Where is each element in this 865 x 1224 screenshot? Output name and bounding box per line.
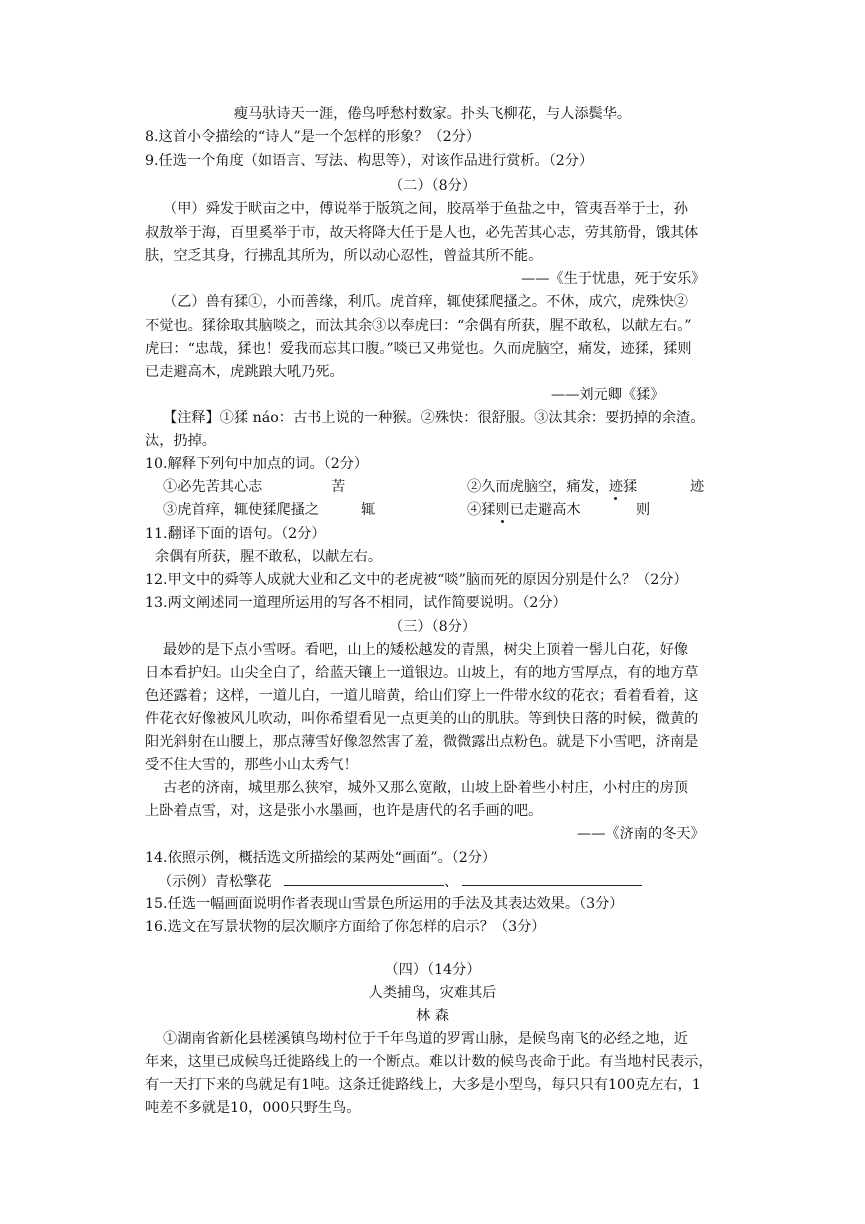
question-14-example: （示例）青松擎花: [158, 874, 272, 890]
article-author: 林 森: [416, 1008, 449, 1024]
passage-yi-line: 不觉也。猱徐取其脑啖之，而汰其余③以奉虎曰：“余偶有所获，腥不敢私，以献左右。”: [145, 318, 692, 334]
article-title: 人类捕鸟，灾难其后: [368, 985, 497, 1001]
section-4-title: （四）（14分）: [384, 962, 481, 978]
passage-3-line: 古老的济南，城里那么狭窄，城外又那么宽敞，山坡上卧着些小村庄，小村庄的房顶: [163, 780, 688, 796]
section-2-title: （二）（8分）: [388, 178, 477, 194]
q10-item-4-word: 则: [636, 502, 651, 518]
question-14-answer-line: [158, 871, 642, 892]
question-8: 8.这首小令描绘的“诗人”是一个怎样的形象？（2分）: [145, 129, 481, 145]
q10-item-2-word: 迹: [690, 479, 705, 495]
passage-3-line: 上卧着点雪，对，这是张小水墨画，也许是唐代的名手画的吧。: [145, 803, 543, 819]
passage-4-line: ①湖南省新化县槎溪镇鸟坳村位于千年鸟道的罗霄山脉，是候鸟南飞的必经之地，近: [163, 1031, 688, 1047]
passage-3-line: 件花衣好像被风儿吹动，叫你希望看见一点更美的山的肌肤。等到快日落的时候，微黄的: [145, 711, 699, 727]
poem-line: 瘦马驮诗天一涯，倦鸟呼愁村数家。扑头飞柳花，与人添鬓华。: [233, 106, 632, 122]
question-15: 15.任选一幅画面说明作者表现山雪景色所运用的手法及其表达效果。（3分）: [145, 896, 624, 912]
passage-4-line: 有一天打下来的鸟就足有1吨。这条迁徙路线上，大多是小型鸟，每只只有100克左右，1: [145, 1077, 701, 1093]
passage-3-line: 日本看护妇。山尖全白了，给蓝天镶上一道银边。山坡上，有的地方雪厚点，有的地方草: [145, 665, 699, 681]
q10-item-1-word: 苦: [331, 479, 346, 495]
passage-4-line: 吨差不多就是10，000只野生鸟。: [145, 1100, 361, 1116]
passage-3-line: 受不住大雪的，那些小山太秀气！: [145, 757, 358, 773]
passage-3-line: 阳光斜射在山腰上，那点薄雪好像忽然害了羞，微微露出点粉色。就是下小雪吧，济南是: [145, 734, 699, 750]
passage-yi-line: 虎曰：“忠哉，猱也！爱我而忘其口腹。”啖已又弗觉也。久而虎脑空，痛发，迹猱，猱则: [145, 341, 692, 357]
passage-jia-source: ——《生于忧患，死于安乐》: [521, 271, 706, 287]
passage-jia-line: 叔敖举于海，百里奚举于市，故天将降大任于是人也，必先苦其心志，劳其筋骨，饿其体: [145, 225, 699, 241]
annotation-line: 【注释】①猱 náo：古书上说的一种猴。②殊快：很舒服。③汰其余：要扔掉的余渣。: [163, 410, 705, 426]
q10-item-4: ④猱则已走避高木: [467, 502, 581, 518]
passage-3-source: ——《济南的冬天》: [577, 826, 705, 842]
question-14: 14.依照示例，概括选文所描绘的某两处“画面”。（2分）: [145, 850, 497, 866]
q10-item-1: ①必先苦其心志: [163, 479, 263, 495]
section-3-title: （三）（8分）: [388, 619, 477, 635]
answer-blank-1[interactable]: [284, 871, 444, 886]
q10-item-2: ②久而虎脑空，痛发，迹猱: [467, 479, 638, 495]
emphasis-dot-char: 则: [495, 502, 510, 518]
emphasis-dot-char: 迹: [608, 479, 624, 495]
passage-jia-line: 肤，空乏其身，行拂乱其所为，所以动心忍性，曾益其所不能。: [145, 248, 543, 264]
question-11: 11.翻译下面的语句。（2分）: [145, 526, 326, 542]
answer-separator: 、: [444, 874, 459, 890]
passage-3-line: 色还露着；这样，一道儿白，一道儿暗黄，给山们穿上一件带水纹的花衣；看着看着，这: [145, 688, 699, 704]
passage-jia-line: （甲）舜发于畎亩之中，傅说举于版筑之间，胶鬲举于鱼盐之中，管夷吾举于士，孙: [163, 201, 688, 217]
q10-item-3-word: 辄: [361, 502, 376, 518]
question-12: 12.甲文中的舜等人成就大业和乙文中的老虎被“啖”脑而死的原因分别是什么？（2分）: [145, 572, 688, 588]
question-10: 10.解释下列句中加点的词。（2分）: [145, 456, 369, 472]
question-9: 9.任选一个角度（如语言、写法、构思等），对该作品进行赏析。（2分）: [145, 153, 594, 169]
q10-item-3: ③虎首痒，辄使猱爬搔之: [163, 502, 320, 518]
question-16: 16.选文在写景状物的层次顺序方面给了你怎样的启示？（3分）: [145, 919, 546, 935]
question-11-text: 余偶有所获，腥不敢私，以献左右。: [155, 549, 383, 565]
question-13: 13.两文阐述同一道理所运用的写各不相同，试作简要说明。（2分）: [145, 595, 567, 611]
passage-yi-line: （乙）兽有猱①，小而善缘，利爪。虎首痒，辄使猱爬搔之。不休，成穴，虎殊快②: [163, 294, 688, 310]
passage-yi-source: ——刘元卿《猱》: [551, 387, 665, 403]
passage-3-line: 最妙的是下点小雪呀。看吧，山上的矮松越发的青黑，树尖上顶着一髻儿白花，好像: [163, 642, 688, 658]
annotation-line: 汰，扔掉。: [145, 433, 216, 449]
answer-blank-2[interactable]: [462, 871, 642, 886]
passage-yi-line: 已走避高木，虎跳踉大吼乃死。: [145, 364, 344, 380]
passage-4-line: 年来，这里已成候鸟迁徙路线上的一个断点。难以计数的候鸟丧命于此。有当地村民表示，: [145, 1054, 713, 1070]
